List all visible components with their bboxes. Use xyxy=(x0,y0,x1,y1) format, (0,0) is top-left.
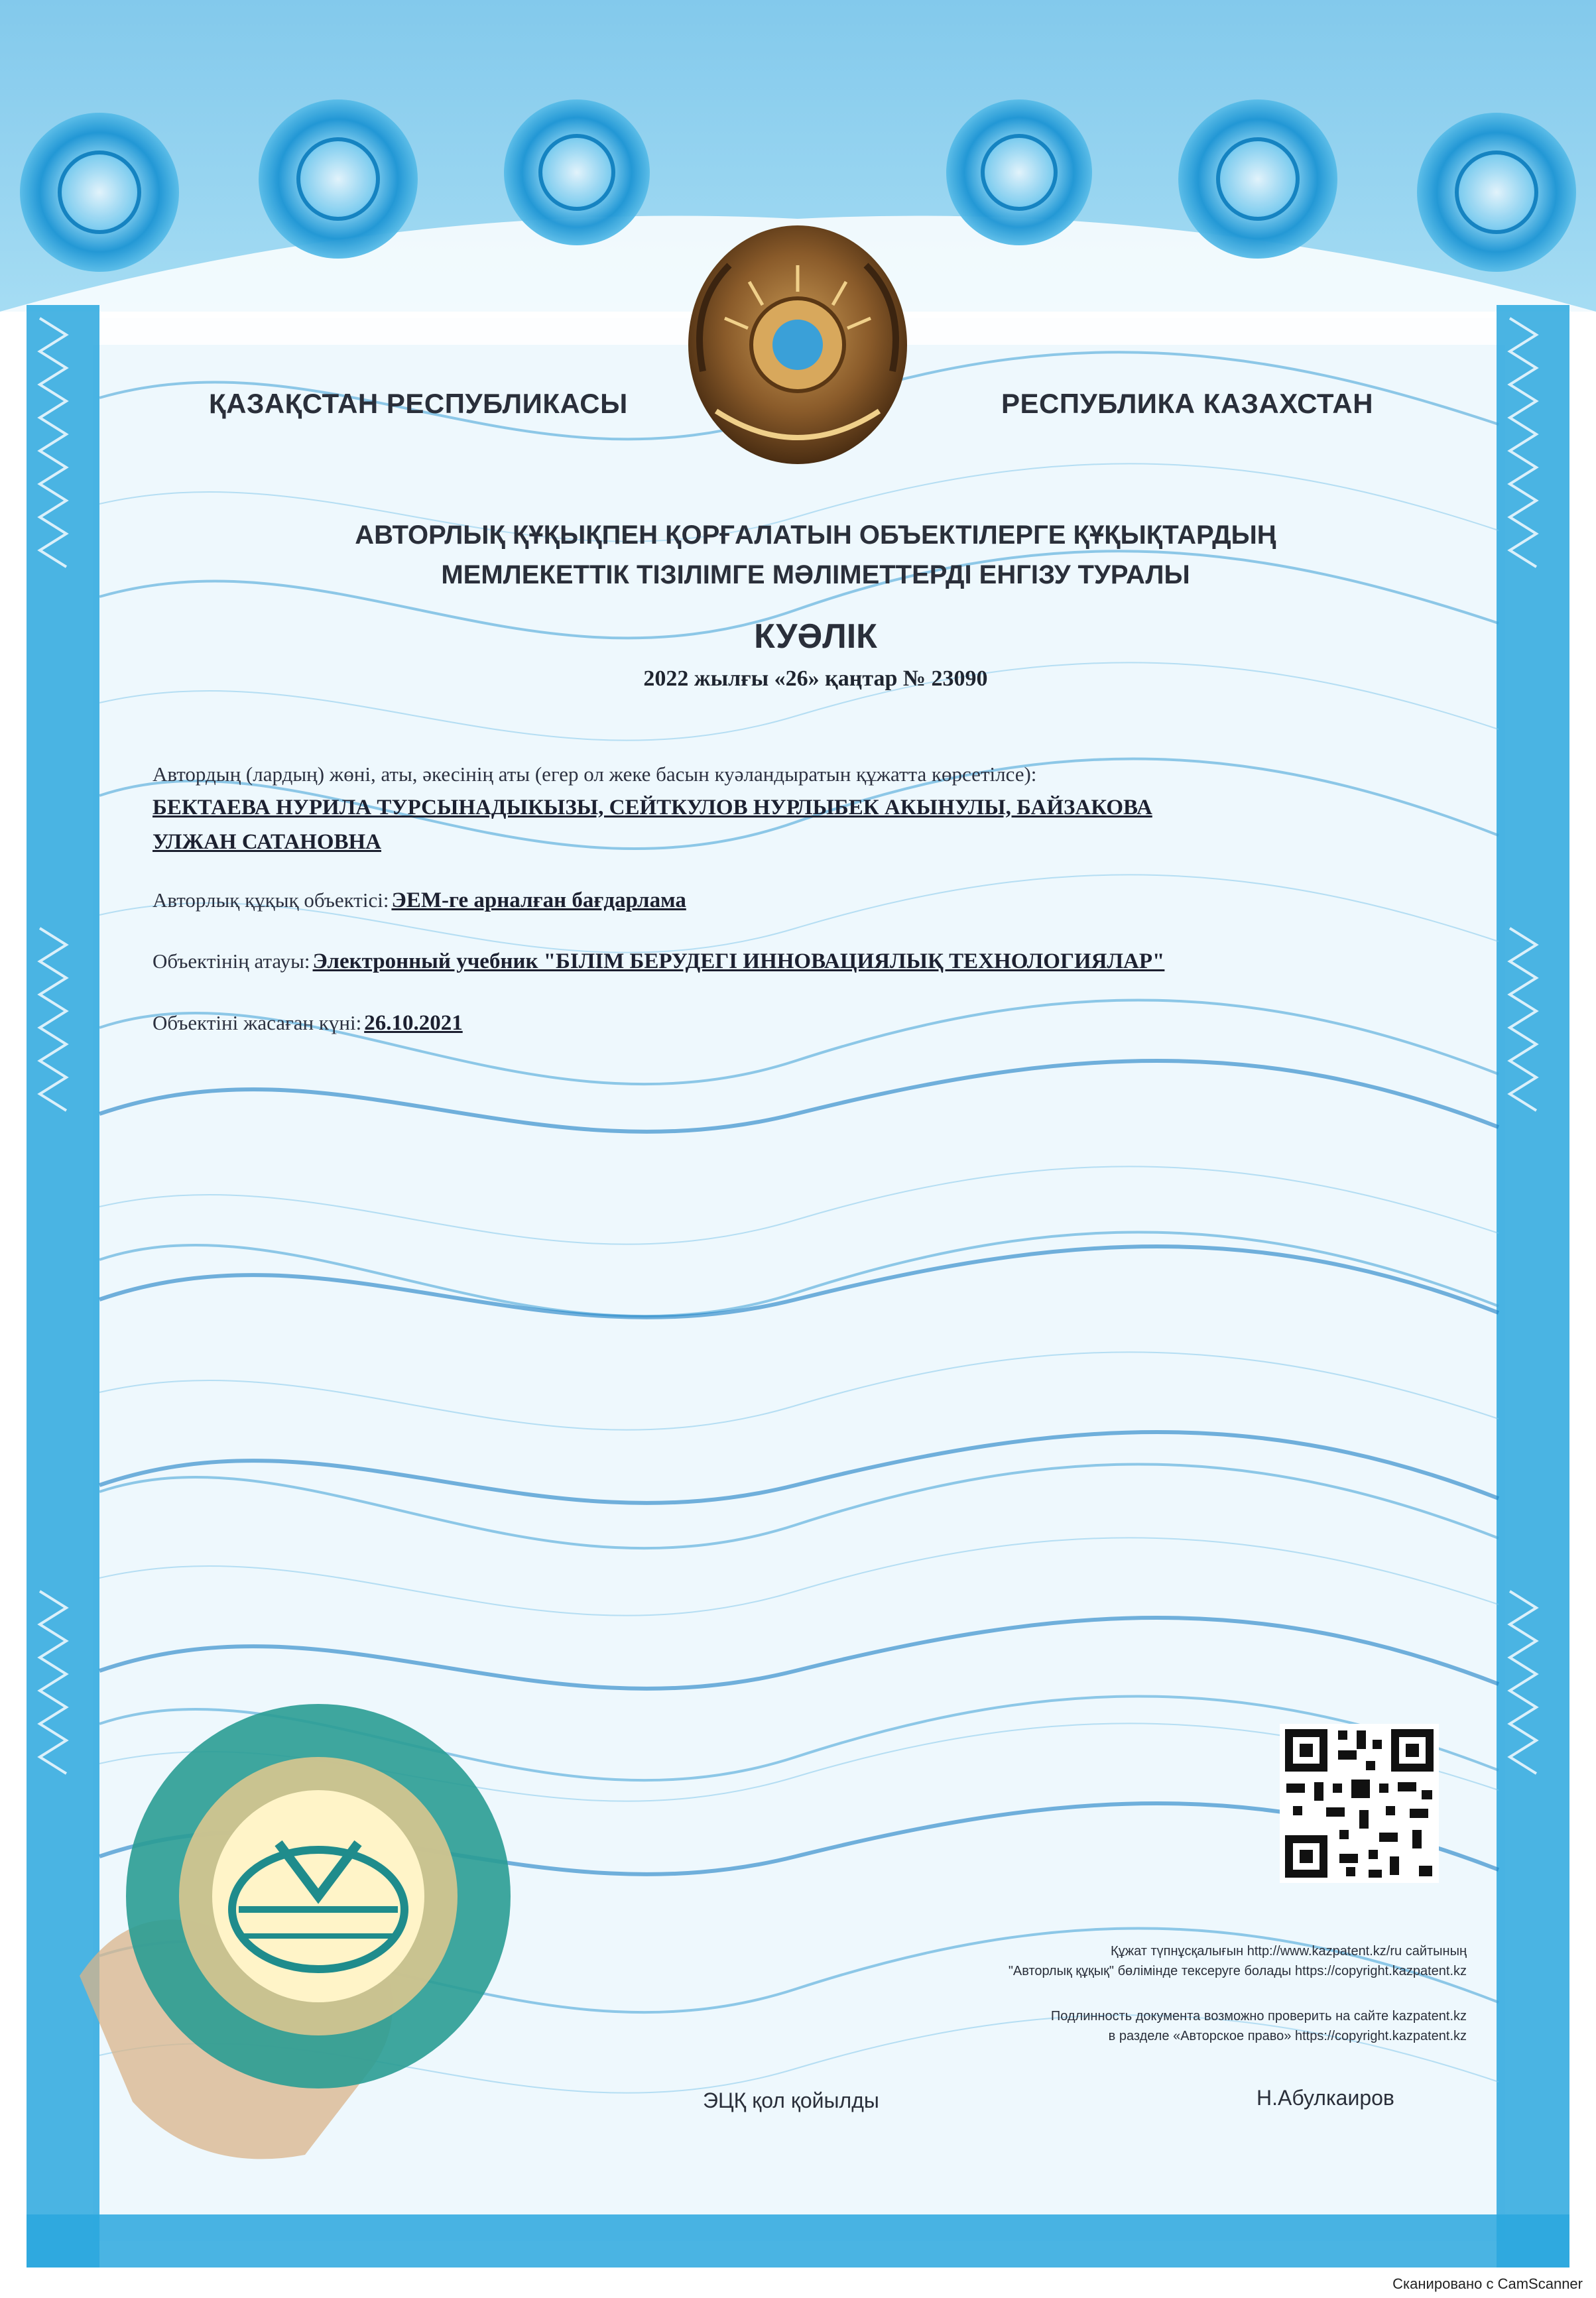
authors-value-line1: БЕКТАЕВА НУРИЛА ТУРСЫНАДЫКЫЗЫ, СЕЙТКУЛОВ НУРЛЫБЕК АКЫНУЛЫ, БАЙЗАКОВА xyxy=(153,796,1152,819)
authors-value-line2: УЛЖАН САТАНОВНА xyxy=(153,830,382,854)
object-name-label: Объектінің атауы: xyxy=(153,949,310,973)
digital-signature-label: ЭЦҚ қол қойылды xyxy=(703,2088,879,2112)
object-name-value: Электронный учебник "БІЛІМ БЕРУДЕГІ ИННОВАЦИЯЛЫҚ ТЕХНОЛОГИЯЛАР" xyxy=(312,949,1165,973)
object-type-label: Авторлық құқық объектісі: xyxy=(153,888,389,912)
qr-code-icon[interactable] xyxy=(1280,1724,1439,1883)
title-line-1: АВТОРЛЫҚ ҚҰҚЫҚПЕН ҚОРҒАЛАТЫН ОБЪЕКТІЛЕРГЕ ҚҰҚЫҚТАРДЫҢ xyxy=(355,520,1276,550)
registration-date-number: 2022 жылғы «26» қаңтар № 23090 xyxy=(643,666,988,691)
verify-note-kz-line1: Құжат түпнұсқалығын http://www.kazpatent.kz/ru сайтының xyxy=(1111,1944,1467,1959)
object-type-row xyxy=(153,888,686,913)
creation-date-label: Объектіні жасаған күні: xyxy=(153,1011,362,1034)
object-name-row xyxy=(153,949,1164,974)
object-type-value: ЭЕМ-ге арналған бағдарлама xyxy=(391,888,686,912)
creation-date-row xyxy=(153,1011,463,1036)
verify-note-ru-line1: Подлинность документа возможно проверить на сайте kazpatent.kz xyxy=(1050,2009,1467,2024)
verify-note-ru-line2: в разделе «Авторское право» https://copyright.kazpatent.kz xyxy=(1108,2029,1467,2043)
country-name-kz: ҚАЗАҚСТАН РЕСПУБЛИКАСЫ xyxy=(209,388,628,419)
state-emblem-icon xyxy=(688,225,907,464)
verify-note-kz-line2: "Авторлық құқық" бөлімінде тексеруге болады https://copyright.kazpatent.kz xyxy=(1008,1964,1467,1978)
document-heading: КУӘЛІК xyxy=(754,617,877,656)
country-name-ru: РЕСПУБЛИКА КАЗАХСТАН xyxy=(1001,388,1374,419)
creation-date-value: 26.10.2021 xyxy=(364,1011,463,1035)
authors-label: Автордың (лардың) жөні, аты, әкесінің аты (егер ол жеке басын куәландыратын құжатта көрсетілсе): xyxy=(153,762,1037,786)
signatory-name: Н.Абулкаиров xyxy=(1257,2086,1394,2110)
title-line-2: МЕМЛЕКЕТТІК ТІЗІЛІМГЕ МӘЛІМЕТТЕРДІ ЕНГІЗУ ТУРАЛЫ xyxy=(441,560,1190,589)
scanner-watermark: Сканировано с CamScanner xyxy=(1392,2275,1583,2292)
